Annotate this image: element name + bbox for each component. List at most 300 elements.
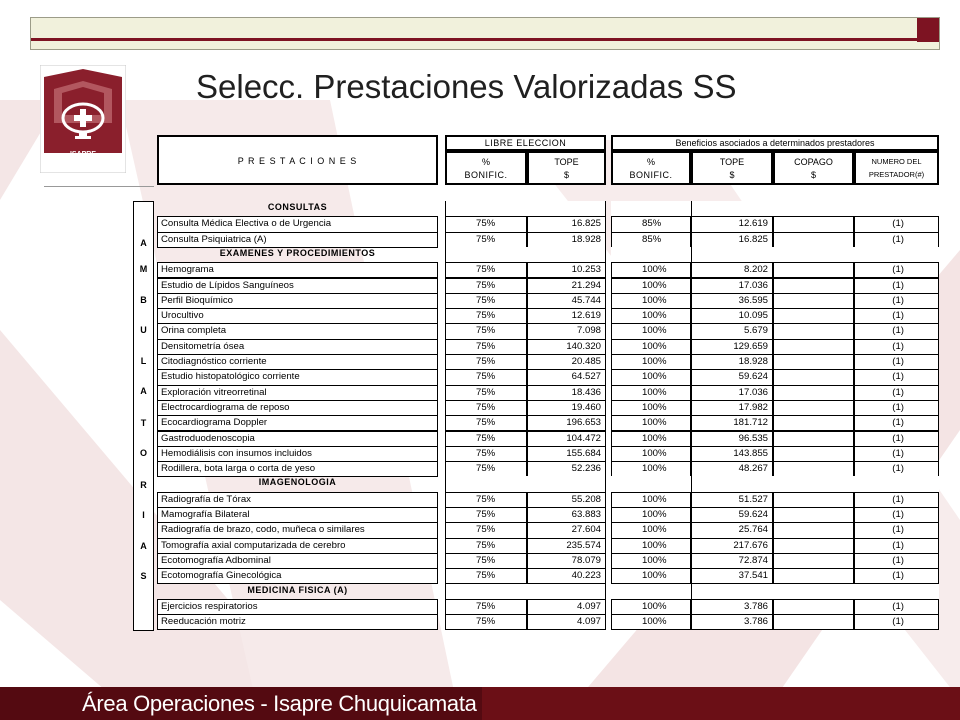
prestacion-name: Reeducación motriz [161, 616, 246, 628]
value-cell [773, 308, 854, 324]
value-cell [854, 278, 939, 294]
cell-value: 75% [476, 310, 496, 322]
value-cell [854, 308, 939, 324]
value-cell [773, 431, 854, 447]
value-cell [611, 538, 691, 554]
value-cell [854, 216, 939, 232]
cell-value: 129.659 [733, 340, 768, 352]
value-cell [611, 614, 691, 630]
value-cell [773, 522, 854, 538]
value-cell [527, 216, 606, 232]
value-cell [611, 553, 691, 569]
value-cell [611, 232, 691, 248]
value-cell [445, 216, 527, 232]
vertical-letter: T [140, 418, 147, 428]
prestacion-name: Consulta Médica Electiva o de Urgencia [161, 218, 332, 230]
cell-value: 64.527 [571, 371, 601, 383]
value-cell [527, 354, 606, 370]
cell-value: (1) [892, 371, 904, 383]
section-header-cell [854, 584, 939, 599]
cell-value: 100% [642, 554, 667, 566]
value-cell [773, 339, 854, 355]
value-cell [527, 278, 606, 294]
cell-value: 51.527 [738, 493, 768, 505]
value-cell [445, 461, 527, 477]
cell-value: 36.595 [738, 294, 768, 306]
cell-value: 155.684 [566, 447, 601, 459]
cell-value: 100% [642, 447, 667, 459]
value-cell [445, 400, 527, 416]
cell-value: 75% [476, 554, 496, 566]
value-cell [611, 431, 691, 447]
prestacion-name-cell [157, 262, 438, 278]
value-cell [691, 323, 773, 339]
cell-value: 217.676 [733, 539, 768, 551]
value-cell [691, 385, 773, 401]
prestacion-name: Urocultivo [161, 310, 204, 322]
value-cell [854, 400, 939, 416]
prestacion-name: Gastroduodenoscopia [161, 432, 255, 444]
cell-value: 100% [642, 325, 667, 337]
cell-value: 17.982 [738, 401, 768, 413]
prestacion-name: Hemograma [161, 264, 214, 276]
value-cell [773, 446, 854, 462]
cell-value: (1) [892, 493, 904, 505]
header-prestaciones [157, 135, 438, 185]
value-cell [611, 522, 691, 538]
value-cell [773, 415, 854, 431]
cell-value: 25.764 [738, 524, 768, 536]
cell-value: 100% [642, 279, 667, 291]
prestacion-name-cell [157, 492, 438, 508]
cell-value: 21.294 [571, 279, 601, 291]
value-cell [773, 538, 854, 554]
cell-value: 75% [476, 386, 496, 398]
value-cell [611, 415, 691, 431]
value-cell [527, 262, 606, 278]
prestacion-name-cell [157, 446, 438, 462]
vertical-letter: O [139, 448, 147, 458]
value-cell [773, 553, 854, 569]
value-cell [445, 522, 527, 538]
value-cell [611, 308, 691, 324]
cell-value: 4.097 [576, 616, 601, 628]
value-cell [445, 599, 527, 615]
value-cell [611, 262, 691, 278]
value-cell [691, 400, 773, 416]
prestacion-name-cell [157, 308, 438, 324]
value-cell [854, 339, 939, 355]
value-cell [773, 599, 854, 615]
cell-value: (1) [892, 279, 904, 291]
value-cell [527, 323, 606, 339]
cell-value: 75% [476, 325, 496, 337]
cell-value: (1) [892, 570, 904, 582]
cell-value: 75% [476, 509, 496, 520]
value-cell [691, 339, 773, 355]
cell-value: 75% [476, 371, 496, 383]
prestacion-name: Orina completa [161, 325, 227, 337]
cell-value: 19.460 [571, 401, 601, 413]
ambulatorias-label [133, 201, 154, 631]
cell-value: (1) [892, 294, 904, 306]
value-cell [527, 339, 606, 355]
cell-value: 100% [642, 600, 667, 612]
value-cell [611, 400, 691, 416]
value-cell [527, 599, 606, 615]
value-cell [611, 507, 691, 523]
header-beneficios [611, 135, 939, 151]
header-pct-symbol-2: % [646, 157, 655, 167]
value-cell [527, 415, 606, 431]
vertical-letter: A [140, 386, 147, 396]
top-bar-stripe [31, 38, 939, 41]
prestacion-name-cell [157, 323, 438, 339]
section-header-cell [773, 476, 854, 491]
cell-value: 100% [642, 417, 667, 429]
value-cell [611, 369, 691, 385]
value-cell [611, 492, 691, 508]
cell-value: 59.624 [738, 509, 768, 520]
prestacion-name-cell [157, 507, 438, 523]
header-copago [773, 151, 854, 185]
divider-line [44, 186, 154, 187]
cell-value: 100% [642, 493, 667, 505]
cell-value: 8.202 [743, 264, 768, 276]
cell-value: 63.883 [571, 509, 601, 520]
value-cell [854, 538, 939, 554]
value-cell [527, 308, 606, 324]
prestacion-name-cell [157, 354, 438, 370]
value-cell [445, 293, 527, 309]
prestacion-name-cell [157, 431, 438, 447]
value-cell [773, 262, 854, 278]
value-cell [527, 431, 606, 447]
header-pct-symbol: % [481, 157, 490, 167]
cell-value: (1) [892, 340, 904, 352]
cell-value: 27.604 [571, 524, 601, 536]
value-cell [691, 262, 773, 278]
cell-value: 100% [642, 386, 667, 398]
logo-text-chuquicamata: CHUQUICAMATA [54, 159, 112, 166]
header-libre-eleccion [445, 135, 606, 151]
cell-value: 4.097 [576, 600, 601, 612]
value-cell [854, 232, 939, 248]
value-cell [445, 446, 527, 462]
cell-value: 59.624 [738, 371, 768, 383]
value-cell [445, 369, 527, 385]
prestacion-name-cell [157, 415, 438, 431]
section-header-cell [445, 247, 606, 262]
value-cell [773, 461, 854, 477]
header-copago-label: COPAGO [794, 157, 833, 167]
prestacion-name-cell [157, 522, 438, 538]
prestacion-name-cell [157, 568, 438, 584]
cell-value: 75% [476, 233, 496, 245]
value-cell [854, 568, 939, 584]
footer-text: Área Operaciones - Isapre Chuquicamata [82, 691, 477, 716]
cell-value: 75% [476, 463, 496, 475]
value-cell [854, 446, 939, 462]
value-cell [611, 339, 691, 355]
value-cell [445, 232, 527, 248]
value-cell [527, 522, 606, 538]
value-cell [527, 538, 606, 554]
value-cell [527, 553, 606, 569]
cell-value: 75% [476, 447, 496, 459]
prestacion-name: Rodillera, bota larga o corta de yeso [161, 463, 316, 475]
prestacion-name: Radiografía de Tórax [161, 493, 251, 505]
cell-value: 72.874 [738, 554, 768, 566]
value-cell [445, 431, 527, 447]
cell-value: 75% [476, 570, 496, 582]
prestacion-name: Densitometría ósea [161, 340, 245, 352]
header-prestador-label: PRESTADOR(#) [868, 170, 925, 179]
value-cell [445, 553, 527, 569]
cell-value: (1) [892, 600, 904, 612]
cell-value: 100% [642, 356, 667, 367]
cell-value: 100% [642, 294, 667, 306]
cell-value: 17.036 [738, 279, 768, 291]
cell-value: 12.619 [738, 218, 768, 230]
value-cell [527, 385, 606, 401]
prestacion-name: Ecotomografía Ginecológica [161, 570, 282, 582]
cell-value: 5.679 [743, 325, 768, 337]
cell-value: 75% [476, 493, 496, 505]
cell-value: (1) [892, 325, 904, 337]
value-cell [773, 293, 854, 309]
cell-value: 75% [476, 616, 496, 628]
cell-value: (1) [892, 524, 904, 536]
value-cell [854, 614, 939, 630]
section-header-cell [611, 584, 691, 599]
value-cell [691, 492, 773, 508]
value-cell [773, 507, 854, 523]
header-pct-bonif-ben [611, 151, 691, 185]
prestacion-name-cell [157, 614, 438, 630]
header-tope-label-2: TOPE [719, 157, 745, 167]
prestacion-name: Exploración vitreorretinal [161, 386, 267, 398]
value-cell [854, 262, 939, 278]
prestacion-name-cell [157, 232, 438, 248]
cell-value: 55.208 [571, 493, 601, 505]
cell-value: 10.253 [571, 264, 601, 276]
cell-value: 75% [476, 432, 496, 444]
prestacion-name: Citodiagnóstico corriente [161, 356, 267, 367]
cell-value: 20.485 [571, 356, 601, 367]
section-header-cell [854, 201, 939, 216]
vertical-letter: A [140, 541, 147, 551]
cell-value: (1) [892, 432, 904, 444]
cell-value: 12.619 [571, 310, 601, 322]
cell-value: 75% [476, 294, 496, 306]
header-tope-le [527, 151, 606, 185]
cell-value: 75% [476, 264, 496, 276]
cell-value: (1) [892, 310, 904, 322]
vertical-letter: B [140, 295, 147, 305]
cell-value: 37.541 [738, 570, 768, 582]
header-libre-eleccion-label: LIBRE ELECCION [484, 138, 567, 148]
header-numero-label: NUMERO DEL [871, 157, 922, 166]
cell-value: 100% [642, 371, 667, 383]
value-cell [773, 614, 854, 630]
value-cell [854, 553, 939, 569]
cell-value: 75% [476, 600, 496, 612]
value-cell [611, 446, 691, 462]
vertical-letter: U [140, 325, 147, 335]
cell-value: 16.825 [571, 218, 601, 230]
value-cell [773, 232, 854, 248]
cell-value: (1) [892, 539, 904, 551]
value-cell [691, 278, 773, 294]
page-title: Selecc. Prestaciones Valorizadas SS [196, 68, 737, 105]
value-cell [773, 568, 854, 584]
value-cell [854, 461, 939, 477]
value-cell [691, 216, 773, 232]
value-cell [773, 492, 854, 508]
header-copago-currency: $ [810, 170, 816, 180]
cell-value: 100% [642, 340, 667, 352]
section-header-cell [611, 476, 691, 491]
prestacion-name-cell [157, 278, 438, 294]
section-header: MEDICINA FISICA (A) [247, 584, 348, 595]
cell-value: 181.712 [733, 417, 768, 429]
prestacion-name-cell [157, 461, 438, 477]
header-bonific-2: BONIFIC. [629, 170, 673, 180]
cell-value: (1) [892, 447, 904, 459]
vertical-letter: A [140, 238, 147, 248]
prestacion-name: Hemodiálisis con insumos incluidos [161, 447, 312, 459]
value-cell [691, 232, 773, 248]
cell-value: (1) [892, 264, 904, 276]
cell-value: 48.267 [738, 463, 768, 475]
logo-text-isapre: ISAPRE [69, 151, 97, 158]
prestacion-name: Estudio histopatológico corriente [161, 371, 300, 383]
footer-bar [0, 687, 960, 720]
section-header-cell [773, 247, 854, 262]
value-cell [611, 354, 691, 370]
value-cell [691, 369, 773, 385]
prestacion-name: Ejercicios respiratorios [161, 600, 258, 612]
prestacion-name-cell [157, 293, 438, 309]
cell-value: (1) [892, 417, 904, 429]
value-cell [773, 400, 854, 416]
cell-value: 3.786 [743, 616, 768, 628]
value-cell [773, 278, 854, 294]
prestacion-name-cell [157, 538, 438, 554]
cell-value: 40.223 [571, 570, 601, 582]
prestacion-name-cell [157, 216, 438, 232]
prestacion-name-cell [157, 339, 438, 355]
prestacion-name: Ecotomografía Adbominal [161, 554, 271, 566]
cell-value: 75% [476, 539, 496, 551]
prestacion-name-cell [157, 400, 438, 416]
value-cell [611, 599, 691, 615]
cell-value: 18.436 [571, 386, 601, 398]
cell-value: 52.236 [571, 463, 601, 475]
prestacion-name-cell [157, 553, 438, 569]
value-cell [773, 369, 854, 385]
cell-value: 100% [642, 264, 667, 276]
cell-value: (1) [892, 509, 904, 520]
cell-value: 75% [476, 340, 496, 352]
value-cell [445, 614, 527, 630]
value-cell [611, 568, 691, 584]
prestacion-name: Radiografía de brazo, codo, muñeca o similares [161, 524, 365, 536]
value-cell [854, 415, 939, 431]
section-header-cell [773, 584, 854, 599]
vertical-letter: R [140, 480, 147, 490]
header-tope-currency-2: $ [729, 170, 735, 180]
cell-value: 17.036 [738, 386, 768, 398]
value-cell [527, 232, 606, 248]
section-header-cell [854, 247, 939, 262]
section-header-cell [854, 476, 939, 491]
cell-value: 100% [642, 401, 667, 413]
header-prestaciones-label: P R E S T A C I O N E S [237, 156, 358, 166]
cell-value: (1) [892, 233, 904, 245]
prestacion-name: Ecocardiograma Doppler [161, 417, 268, 429]
value-cell [691, 354, 773, 370]
value-cell [691, 614, 773, 630]
section-header-cell [445, 201, 606, 216]
value-cell [445, 538, 527, 554]
cell-value: 100% [642, 509, 667, 520]
prestacion-name: Electrocardiograma de reposo [161, 401, 290, 413]
value-cell [854, 522, 939, 538]
value-cell [445, 339, 527, 355]
section-header-cell [611, 201, 691, 216]
vertical-letter: I [142, 510, 145, 520]
value-cell [527, 507, 606, 523]
value-cell [854, 323, 939, 339]
value-cell [854, 293, 939, 309]
prestacion-name: Mamografía Bilateral [161, 509, 250, 520]
cell-value: 143.855 [733, 447, 768, 459]
value-cell [445, 568, 527, 584]
value-cell [691, 538, 773, 554]
value-cell [611, 278, 691, 294]
value-cell [527, 400, 606, 416]
cell-value: 96.535 [738, 432, 768, 444]
value-cell [611, 461, 691, 477]
value-cell [445, 415, 527, 431]
value-cell [773, 385, 854, 401]
value-cell [527, 369, 606, 385]
prestacion-name: Tomografía axial computarizada de cerebro [161, 539, 346, 551]
cell-value: 100% [642, 310, 667, 322]
cell-value: 100% [642, 539, 667, 551]
top-bar [30, 17, 940, 50]
prestacion-name: Estudio de Lípidos Sanguíneos [161, 279, 294, 291]
cell-value: 100% [642, 570, 667, 582]
header-tope-currency: $ [563, 170, 569, 180]
cell-value: 18.928 [571, 233, 601, 245]
cell-value: 10.095 [738, 310, 768, 322]
prestacion-name-cell [157, 599, 438, 615]
vertical-letter: M [139, 264, 148, 274]
cell-value: 104.472 [566, 432, 601, 444]
value-cell [854, 369, 939, 385]
value-cell [445, 354, 527, 370]
value-cell [527, 293, 606, 309]
value-cell [773, 323, 854, 339]
section-header-cell [445, 476, 606, 491]
cell-value: 75% [476, 279, 496, 291]
section-header-cell [611, 247, 691, 262]
cell-value: 75% [476, 401, 496, 413]
header-pct-bonif-le [445, 151, 527, 185]
